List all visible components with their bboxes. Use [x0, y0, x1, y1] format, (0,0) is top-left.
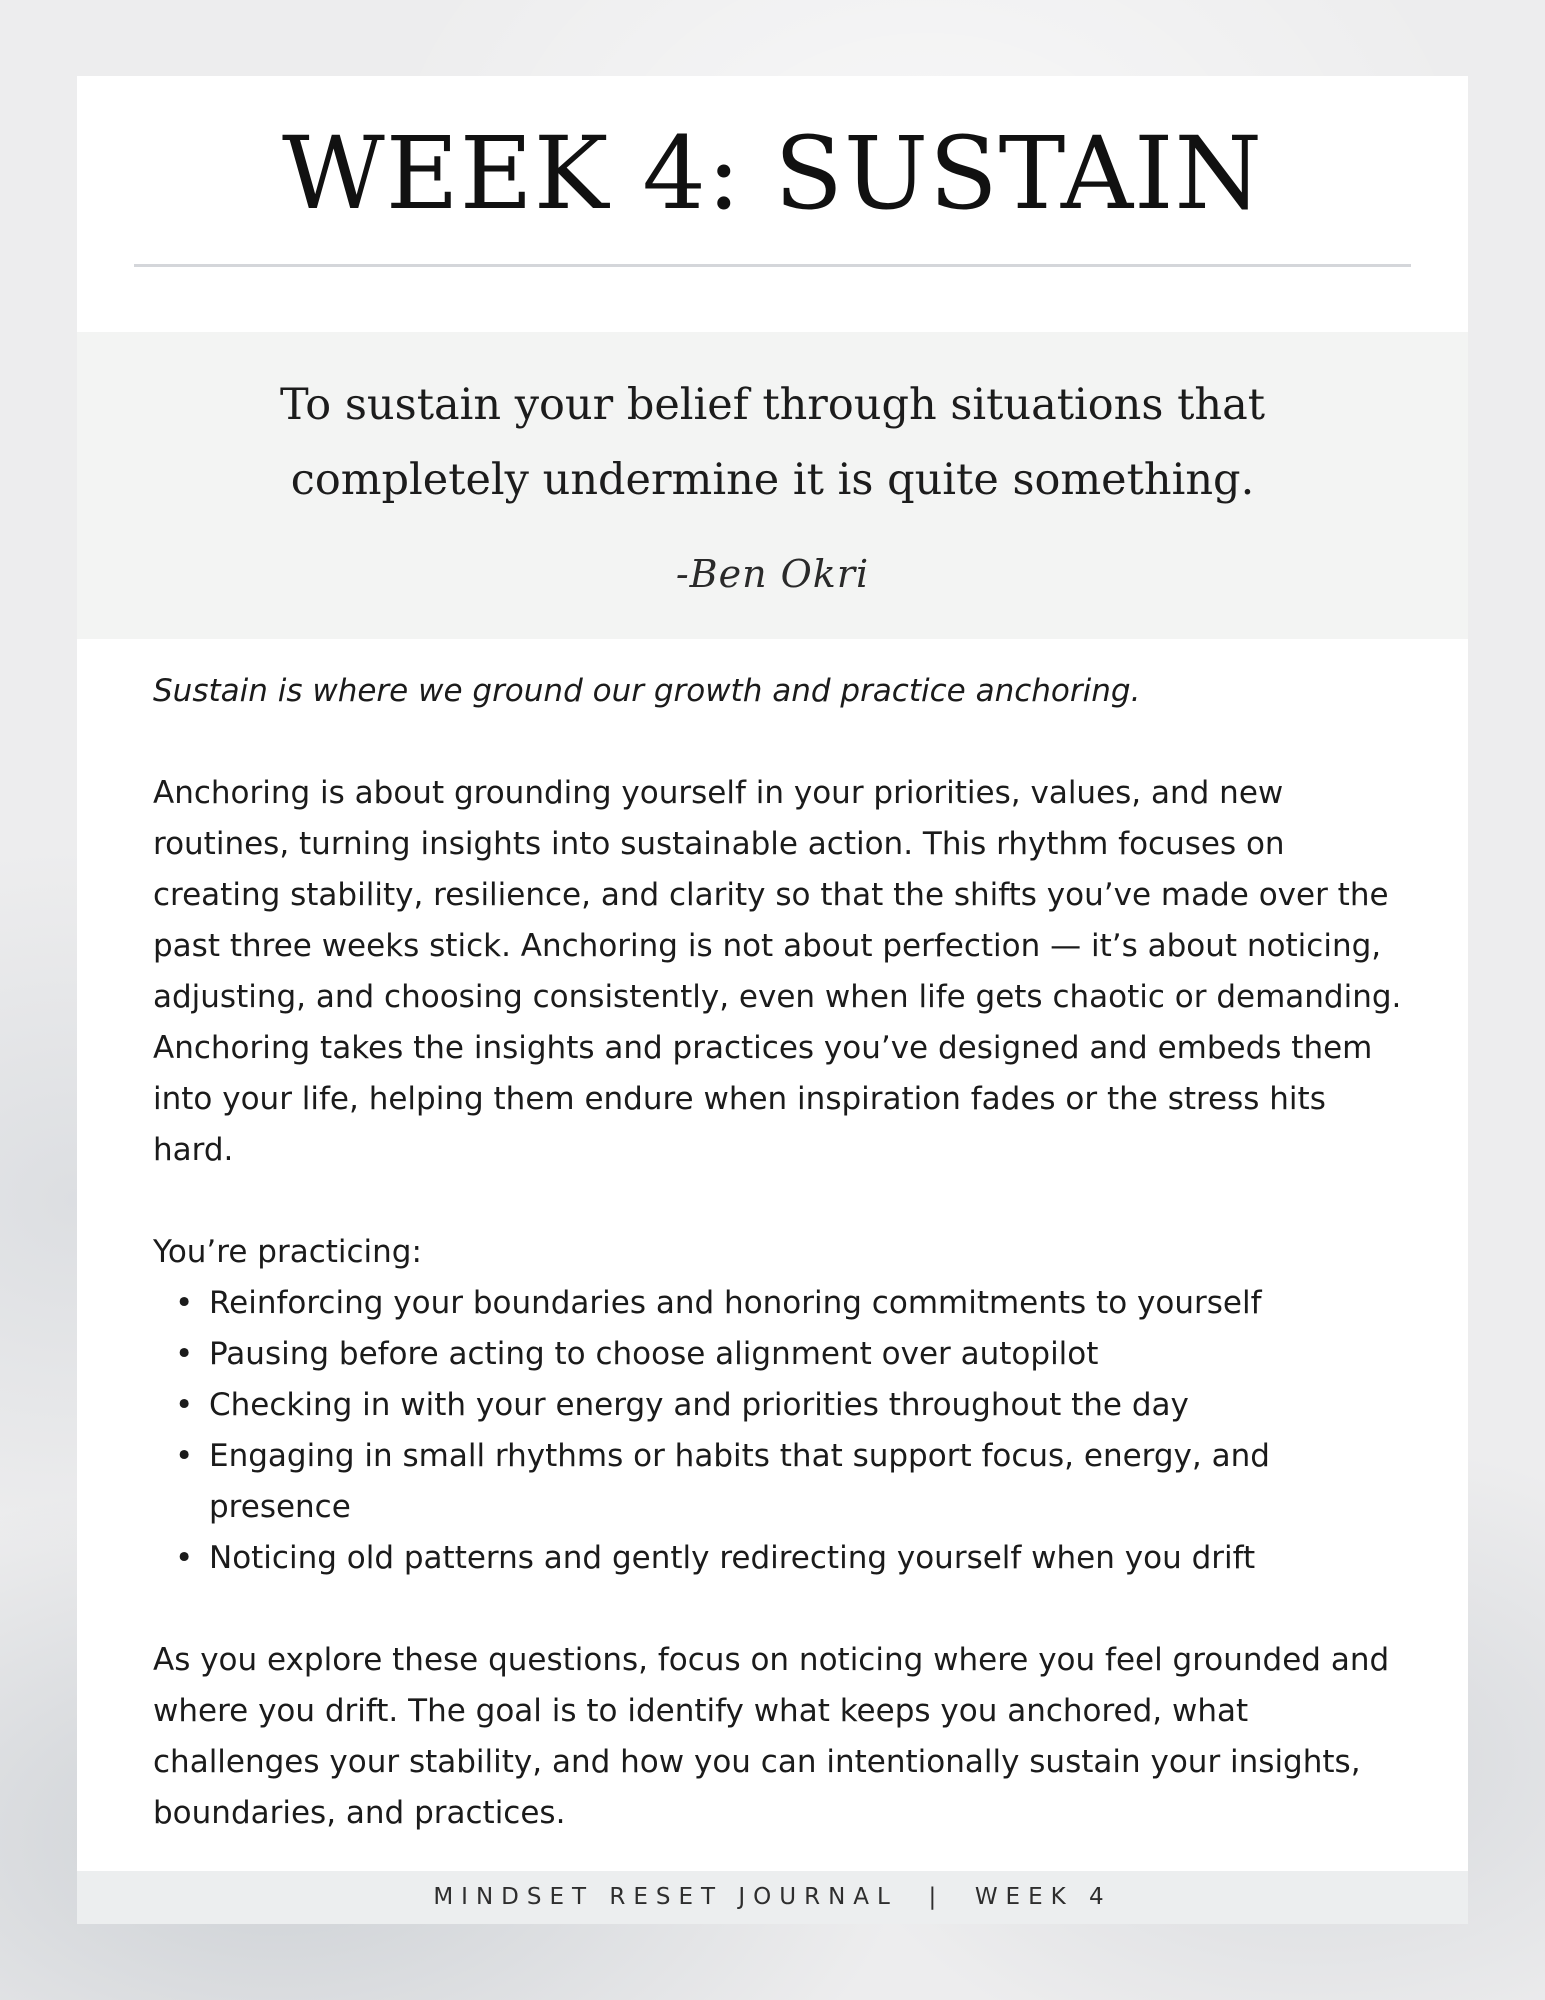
practice-list [153, 1278, 1403, 1584]
quote-text [77, 368, 1468, 518]
list-item-text: Engaging in small rhythms or habits that support focus, energy, and presence [209, 1438, 1270, 1525]
quote-block [77, 332, 1468, 639]
list-item [153, 1380, 1403, 1431]
practicing-heading: You’re practicing: [153, 1234, 422, 1270]
footer-bar [77, 1871, 1468, 1924]
title-divider [134, 264, 1411, 267]
journal-page [77, 76, 1468, 1924]
list-item [153, 1329, 1403, 1380]
closing-paragraph: As you explore these questions, focus on noticing where you feel grounded and where you drift. The goal is to identify what keeps you anchored, what challenges your stability, and how you can intentionally sustain your insights, boundaries, and practices. [153, 1642, 1390, 1831]
list-item-text: Checking in with your energy and priorities throughout the day [209, 1387, 1189, 1423]
quote-line-1: To sustain your belief through situations that [279, 380, 1266, 430]
quote-author-signature: -Ben Okri [675, 552, 870, 596]
bullet-icon: • [175, 1387, 194, 1423]
list-item [153, 1431, 1403, 1533]
page-title: WEEK 4: SUSTAIN [281, 115, 1264, 232]
footer-text: MINDSET RESET JOURNAL | WEEK 4 [433, 1884, 1112, 1910]
list-item [153, 1278, 1403, 1329]
quote-line-2: completely undermine it is quite something. [290, 455, 1255, 505]
anchoring-paragraph: Anchoring is about grounding yourself in your priorities, values, and new routines, turning insights into sustainable action. This rhythm focuses on creating stability, resilience, and clarity so that the shifts you’ve made over the past three weeks stick. Anchoring is not about perfection — it’s about noticing, adjusting, and choosing consistently, even when life gets chaotic or demanding. Anchoring takes the insights and practices you’ve designed and embeds them into your life, helping them endure when inspiration fades or the stress hits hard. [153, 775, 1402, 1168]
list-item [153, 1533, 1403, 1584]
list-item-text: Pausing before acting to choose alignment over autopilot [209, 1336, 1099, 1372]
list-item-text: Reinforcing your boundaries and honoring commitments to yourself [209, 1285, 1262, 1321]
bullet-icon: • [175, 1438, 194, 1474]
bullet-icon: • [175, 1285, 194, 1321]
list-item-text: Noticing old patterns and gently redirecting yourself when you drift [209, 1540, 1256, 1576]
bullet-icon: • [175, 1540, 194, 1576]
bullet-icon: • [175, 1336, 194, 1372]
body-copy [153, 666, 1403, 1839]
intro-statement: Sustain is where we ground our growth and practice anchoring. [153, 673, 1141, 709]
